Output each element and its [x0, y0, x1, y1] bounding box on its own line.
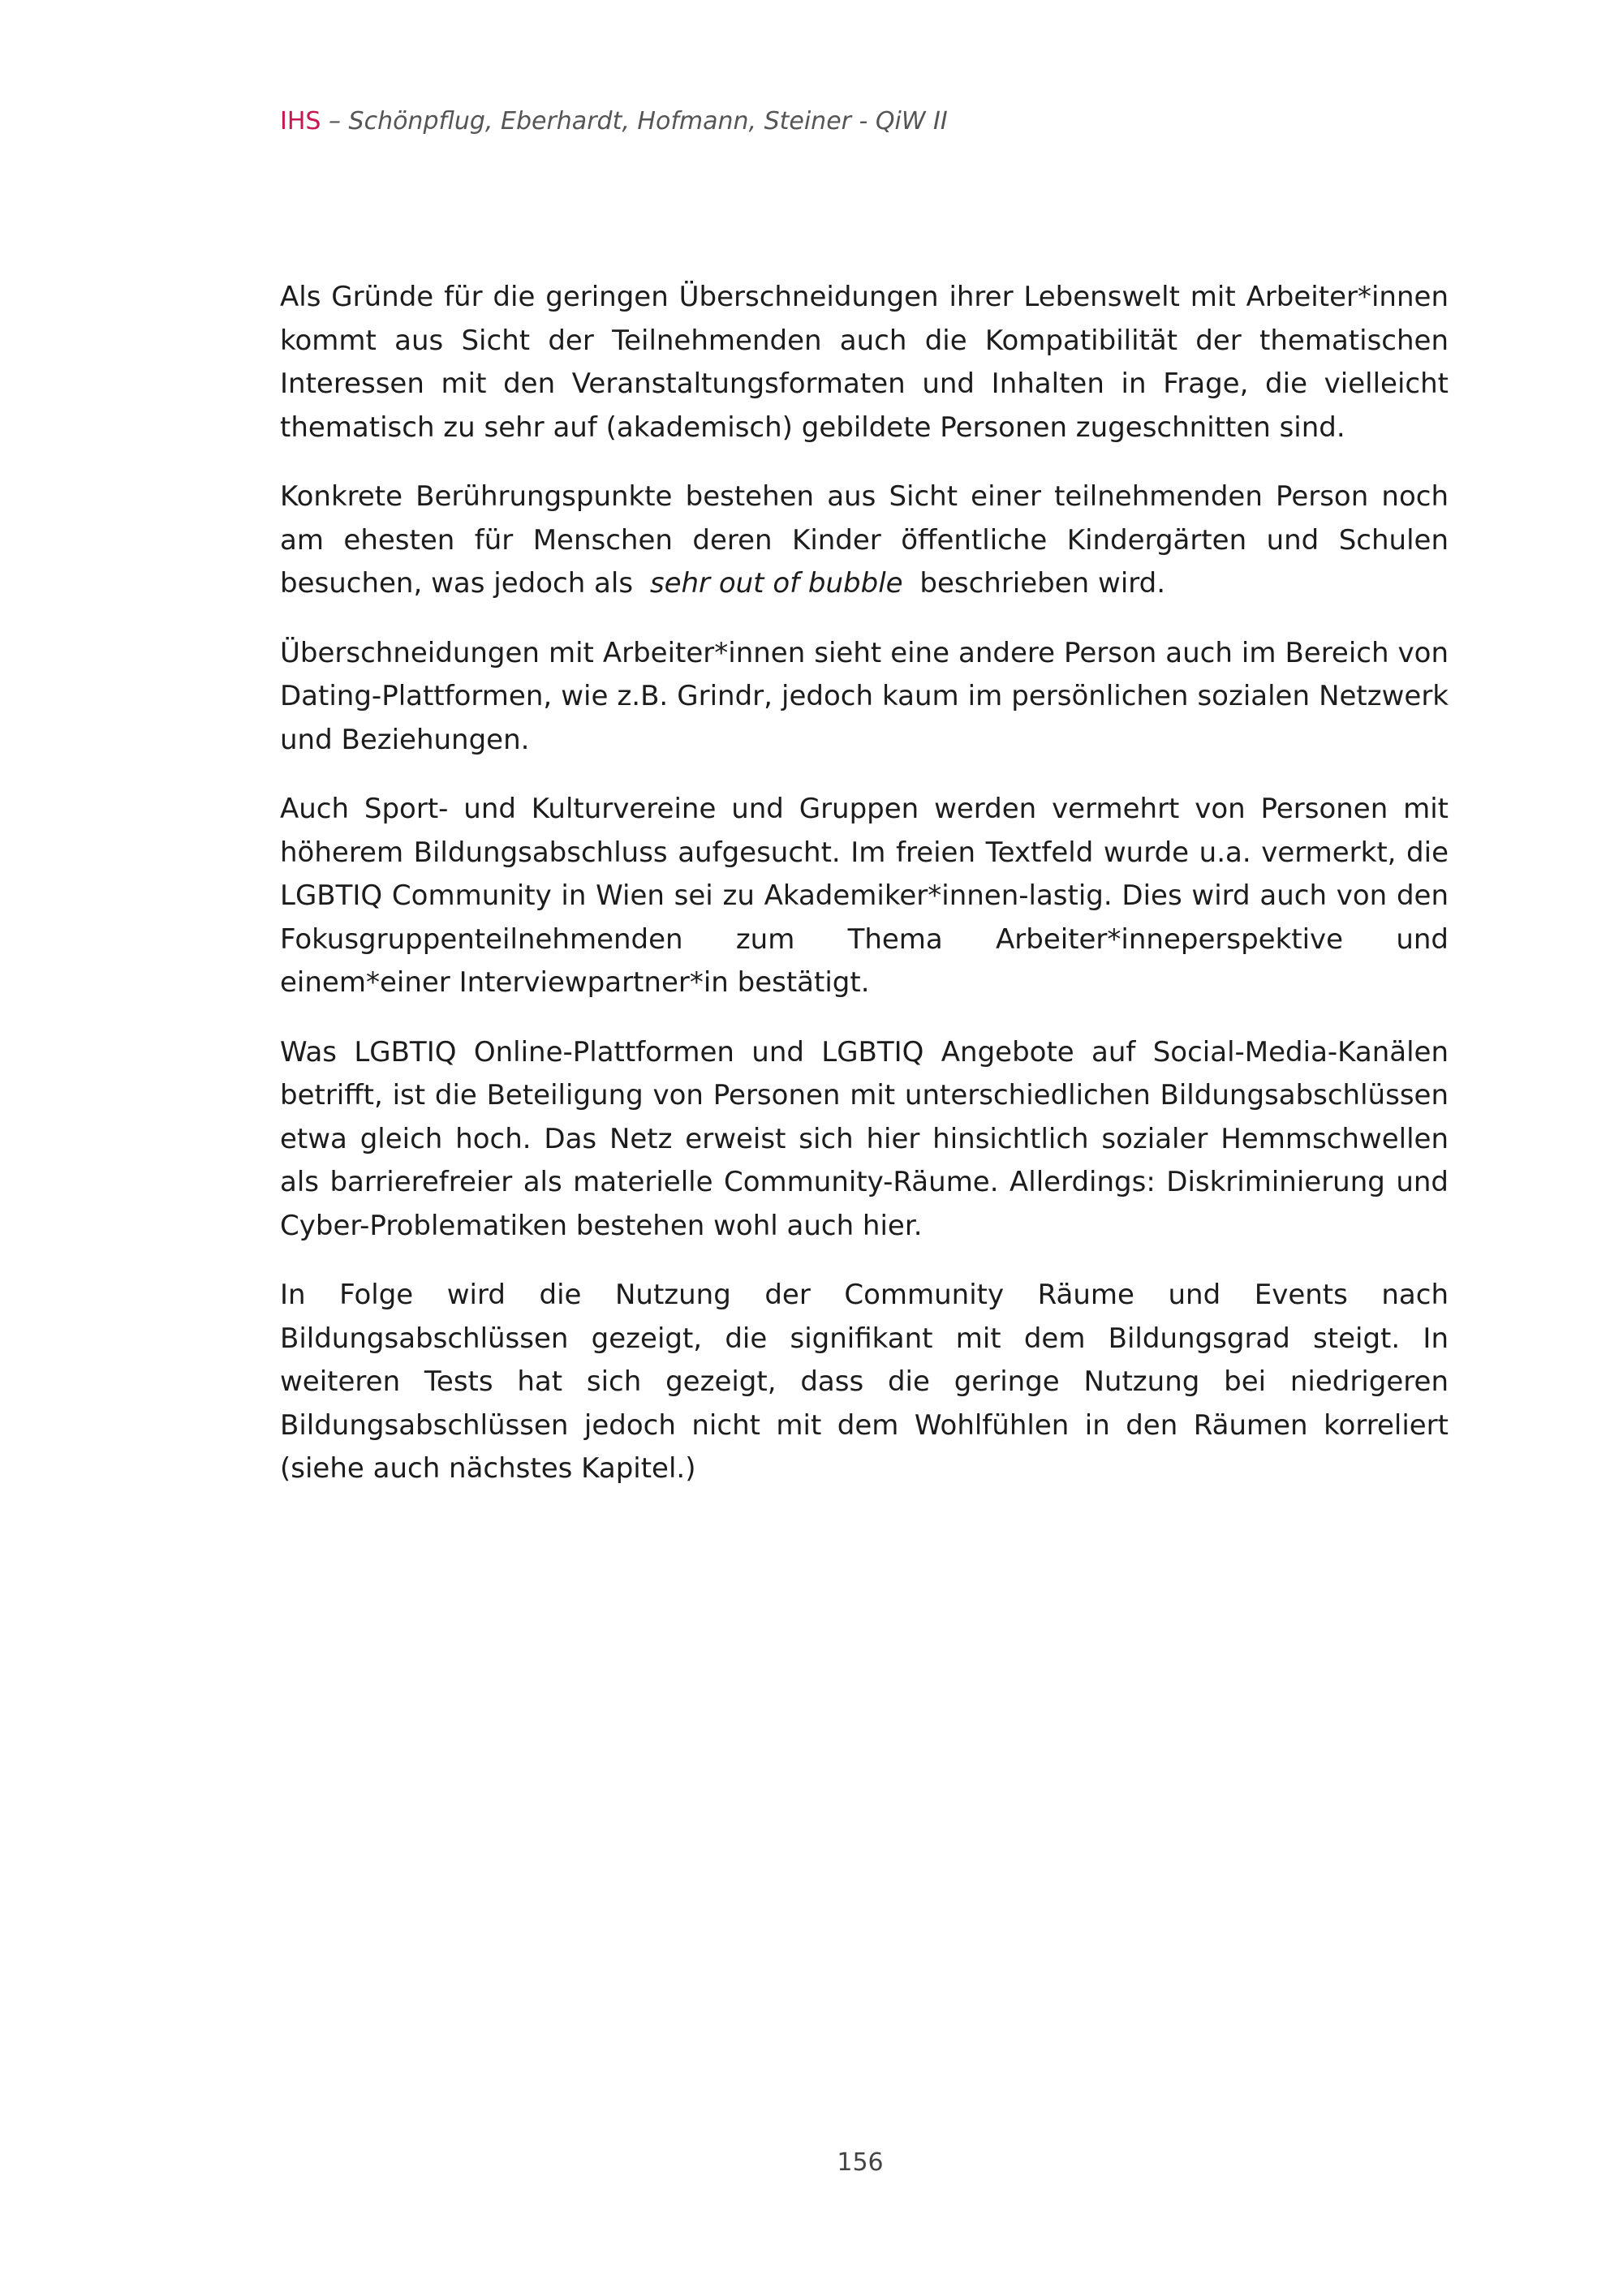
header-authors: Schönpflug, Eberhardt, Hofmann, Steiner - QiW II [348, 107, 948, 135]
paragraph-2 [280, 475, 1449, 606]
paragraph-3: Überschneidungen mit Arbeiter*innen sieht eine andere Person auch im Bereich von Dating-Plattformen, wie z.B. Grindr, jedoch kaum im persönlichen sozialen Netzwerk und Beziehungen. [280, 636, 1449, 756]
page-number: 156 [837, 2148, 884, 2177]
paragraph-1: Als Gründe für die geringen Überschneidungen ihrer Lebenswelt mit Arbeiter*innen kommt aus Sicht der Teilnehmenden auch die Kompatibilität der thematischen Interessen mit den Veranstaltungsformaten und Inhalten in Frage, die vielleicht thematisch zu sehr auf (akademisch) gebildete Personen zugeschnitten sind. [280, 281, 1449, 444]
body-text [280, 276, 1449, 1517]
running-header [280, 105, 948, 138]
paragraph-2-tail: beschrieben wird. [911, 567, 1166, 600]
header-separator: – [321, 107, 349, 135]
paragraph-6: In Folge wird die Nutzung der Community Räume und Events nach Bildungsabschlüssen gezeigt, die signifikant mit dem Bildungsgrad steigt. In weiteren Tests hat sich gezeigt, dass die geringe Nutzung bei niedrigeren Bildungsabschlüssen jedoch nicht mit dem Wohlfühlen in den Räumen korreliert (siehe auch nächstes Kapitel.) [280, 1279, 1449, 1485]
header-org: IHS [280, 107, 321, 135]
paragraph-4: Auch Sport- und Kulturvereine und Gruppen werden vermehrt von Personen mit höherem Bildungsabschluss aufgesucht. Im freien Textfeld wurde u.a. vermerkt, die LGBTIQ Community in Wien sei zu Akademiker*innen-lastig. Dies wird auch von den Fokusgruppenteilnehmenden zum Thema Arbeiter*inneperspektive und einem*einer Interviewpartner*in bestätigt. [280, 793, 1449, 999]
paragraph-2-lead: Konkrete Berührungspunkte bestehen aus Sicht einer teilnehmenden Person noch am ehesten für Menschen deren Kinder öffentliche Kindergärten und Schulen besuchen, was jedoch als [280, 480, 1449, 600]
quoted-phrase: sehr out of bubble [649, 567, 903, 600]
paragraph-5: Was LGBTIQ Online-Plattformen und LGBTIQ Angebote auf Social-Media-Kanälen betrifft, ist die Beteiligung von Personen mit unterschiedlichen Bildungsabschlüssen etwa gleich hoch. Das Netz erweist sich hier hinsichtlich sozialer Hemmschwellen als barrierefreier als materielle Community-Räume. Allerdings: Diskriminierung und Cyber-Problematiken bestehen wohl auch hier. [280, 1035, 1449, 1242]
